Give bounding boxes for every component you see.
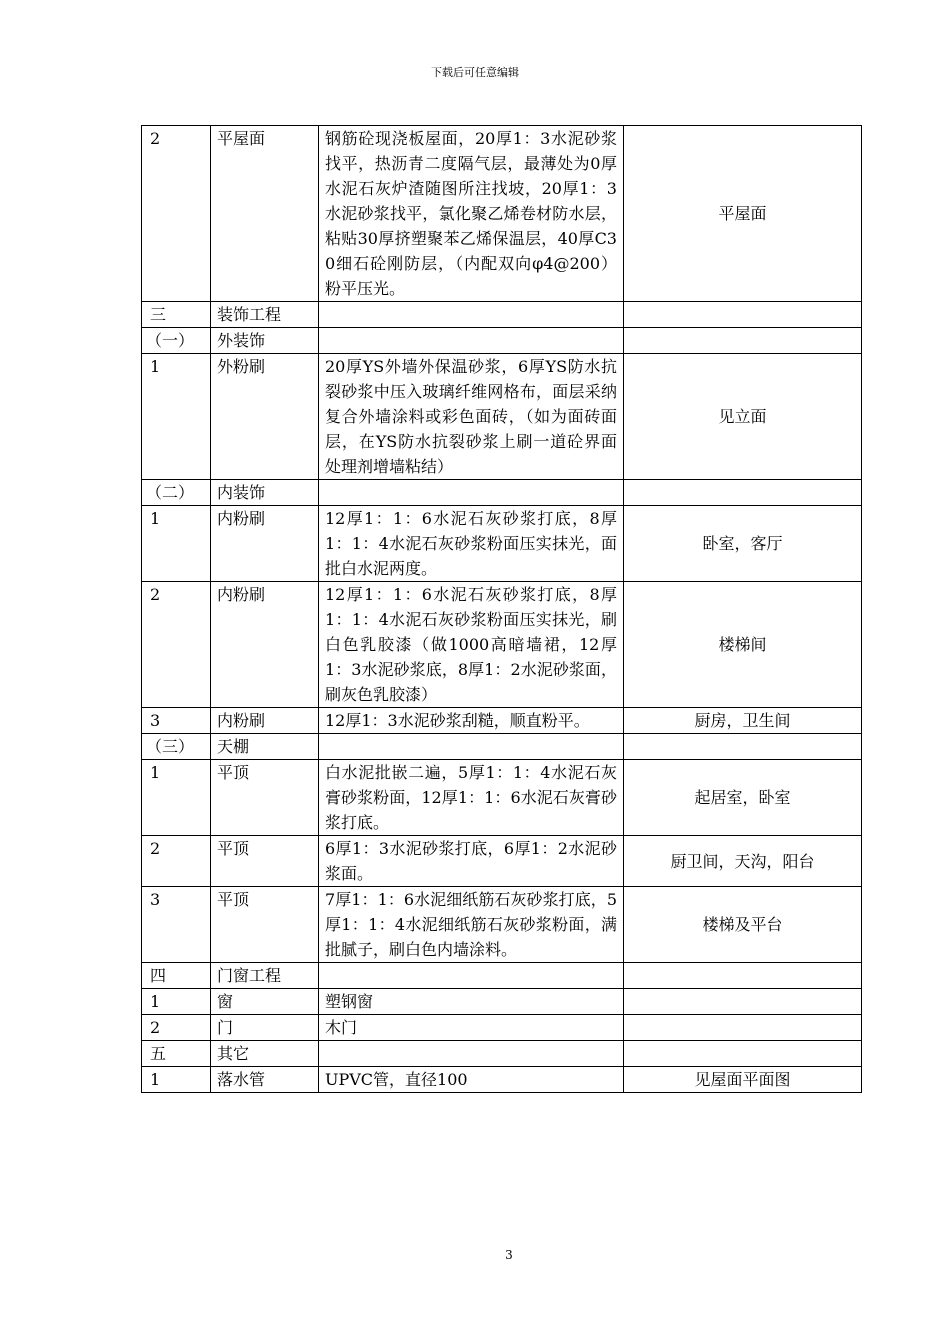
row-number: 2	[142, 1015, 211, 1041]
row-description: 木门	[319, 1015, 624, 1041]
row-description	[319, 328, 624, 354]
table-row	[142, 1015, 862, 1041]
row-description	[319, 480, 624, 506]
row-description	[319, 963, 624, 989]
row-number: 3	[142, 708, 211, 734]
row-item: 内粉刷	[211, 708, 319, 734]
row-item: 装饰工程	[211, 302, 319, 328]
row-note	[624, 1041, 862, 1067]
table-row	[142, 582, 862, 708]
row-number: 1	[142, 506, 211, 582]
row-note: 见立面	[624, 354, 862, 480]
row-number: 2	[142, 582, 211, 708]
row-item: 门	[211, 1015, 319, 1041]
row-note	[624, 302, 862, 328]
table-row	[142, 760, 862, 836]
row-note: 见屋面平面图	[624, 1067, 862, 1093]
row-item: 外粉刷	[211, 354, 319, 480]
table-row	[142, 989, 862, 1015]
row-number: 2	[142, 836, 211, 887]
row-description: 12厚1：1：6水泥石灰砂浆打底，8厚1：1：4水泥石灰砂浆粉面压实抹光，刷白色乳胶漆（做1000高暗墙裙，12厚1：3水泥砂浆底，8厚1：2水泥砂浆面，刷灰色乳胶漆）	[319, 582, 624, 708]
table-row	[142, 963, 862, 989]
page-number: 3	[505, 1248, 513, 1262]
row-number: （一）	[142, 328, 211, 354]
row-description: 12厚1：1：6水泥石灰砂浆打底，8厚1：1：4水泥石灰砂浆粉面压实抹光，面批白水泥两度。	[319, 506, 624, 582]
row-item: 平屋面	[211, 126, 319, 302]
row-note: 楼梯间	[624, 582, 862, 708]
table-row	[142, 836, 862, 887]
row-number: 1	[142, 354, 211, 480]
table-row	[142, 1041, 862, 1067]
row-note: 平屋面	[624, 126, 862, 302]
table-row	[142, 354, 862, 480]
table-row	[142, 126, 862, 302]
row-note	[624, 480, 862, 506]
table-row	[142, 708, 862, 734]
row-note: 起居室，卧室	[624, 760, 862, 836]
row-number: （二）	[142, 480, 211, 506]
table-row	[142, 506, 862, 582]
row-description: 塑钢窗	[319, 989, 624, 1015]
row-description: 白水泥批嵌二遍，5厚1：1：4水泥石灰膏砂浆粉面，12厚1：1：6水泥石灰膏砂浆打底。	[319, 760, 624, 836]
row-note	[624, 1015, 862, 1041]
row-number: 1	[142, 1067, 211, 1093]
table-row	[142, 302, 862, 328]
row-number: 五	[142, 1041, 211, 1067]
row-description: UPVC管，直径100	[319, 1067, 624, 1093]
row-note	[624, 734, 862, 760]
row-item: 平顶	[211, 887, 319, 963]
row-description: 钢筋砼现浇板屋面，20厚1：3水泥砂浆找平，热沥青二度隔气层，最薄处为0厚水泥石灰炉渣随图所注找坡，20厚1：3水泥砂浆找平，氯化聚乙烯卷材防水层，粘贴30厚挤塑聚苯乙烯保温层，40厚C30细石砼刚防层，（内配双向φ4@200）粉平压光。	[319, 126, 624, 302]
row-note: 楼梯及平台	[624, 887, 862, 963]
row-number: 三	[142, 302, 211, 328]
row-note: 卧室，客厅	[624, 506, 862, 582]
row-number: 1	[142, 989, 211, 1015]
row-number: 3	[142, 887, 211, 963]
page-header: 下载后可任意编辑	[431, 66, 519, 79]
table-row	[142, 328, 862, 354]
row-note	[624, 989, 862, 1015]
row-item: 落水管	[211, 1067, 319, 1093]
row-item: 内粉刷	[211, 506, 319, 582]
row-number: 四	[142, 963, 211, 989]
row-number: 2	[142, 126, 211, 302]
row-description: 20厚YS外墙外保温砂浆，6厚YS防水抗裂砂浆中压入玻璃纤维网格布，面层采纳复合外墙涂料或彩色面砖，（如为面砖面层，在YS防水抗裂砂浆上刷一道砼界面处理剂增墙粘结）	[319, 354, 624, 480]
row-description	[319, 734, 624, 760]
row-item: 天棚	[211, 734, 319, 760]
row-description	[319, 302, 624, 328]
row-item: 内粉刷	[211, 582, 319, 708]
row-number: 1	[142, 760, 211, 836]
table-row	[142, 734, 862, 760]
row-description: 7厚1：1：6水泥细纸筋石灰砂浆打底，5厚1：1：4水泥细纸筋石灰砂浆粉面，满批腻子，刷白色内墙涂料。	[319, 887, 624, 963]
row-note	[624, 963, 862, 989]
row-note: 厨房，卫生间	[624, 708, 862, 734]
row-item: 平顶	[211, 760, 319, 836]
row-note	[624, 328, 862, 354]
row-item: 平顶	[211, 836, 319, 887]
table-row	[142, 887, 862, 963]
row-note: 厨卫间，天沟，阳台	[624, 836, 862, 887]
row-number: （三）	[142, 734, 211, 760]
row-item: 外装饰	[211, 328, 319, 354]
row-item: 其它	[211, 1041, 319, 1067]
table-row	[142, 480, 862, 506]
row-item: 门窗工程	[211, 963, 319, 989]
row-item: 窗	[211, 989, 319, 1015]
row-description: 6厚1：3水泥砂浆打底，6厚1：2水泥砂浆面。	[319, 836, 624, 887]
row-item: 内装饰	[211, 480, 319, 506]
row-description: 12厚1：3水泥砂浆刮糙，顺直粉平。	[319, 708, 624, 734]
row-description	[319, 1041, 624, 1067]
table-row	[142, 1067, 862, 1093]
construction-spec-table	[141, 125, 862, 1093]
